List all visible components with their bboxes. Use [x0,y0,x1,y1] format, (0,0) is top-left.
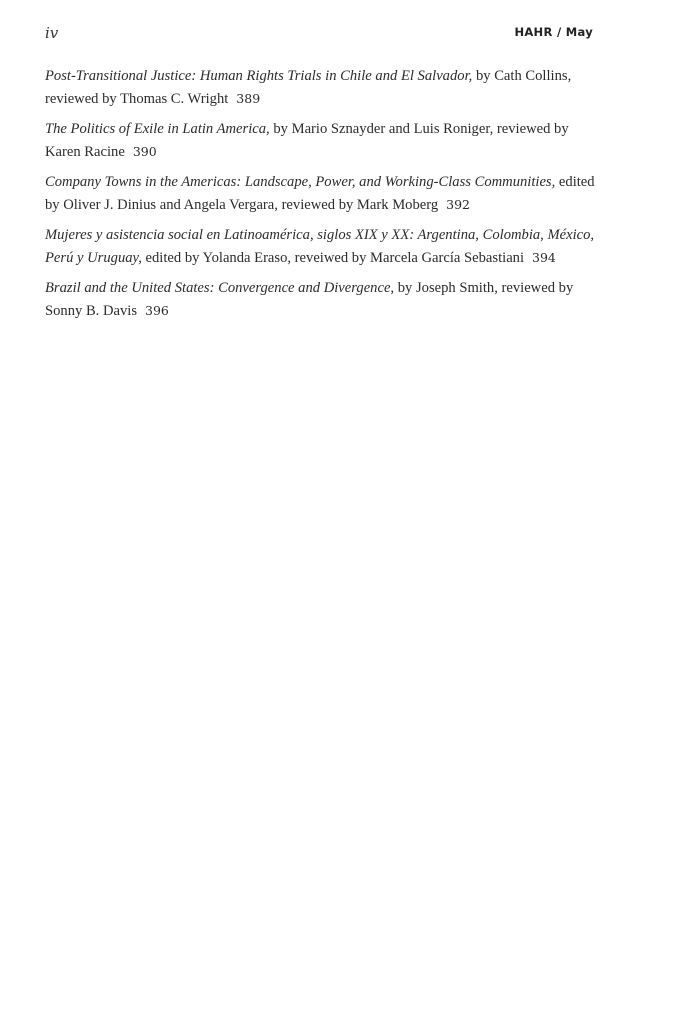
book-title: Company Towns in the Americas: Landscape, Power, and Working-Class Communities, [45,174,556,190]
review-credit: by Cath Collins, reviewed by Thomas C. Wright [45,68,572,107]
review-list [45,66,595,331]
page-number: 389 [236,90,261,106]
running-head: HAHR / May [514,25,593,39]
review-entry [45,119,595,163]
page-number: 394 [532,249,556,265]
review-credit: by Mario Sznayder and Luis Roniger, reviewed by Karen Racine [45,121,569,160]
page-header [45,24,593,44]
book-title: Post-Transitional Justice: Human Rights Trials in Chile and El Salvador, [45,68,473,84]
review-entry [45,278,595,322]
review-entry [45,172,595,216]
page-number: 390 [132,143,157,159]
review-credit: edited by Oliver J. Dinius and Angela Vergara, reviewed by Mark Moberg [45,174,595,213]
review-entry [45,66,595,110]
review-credit: edited by Yolanda Eraso, reveiwed by Marcela García Sebastiani [141,249,525,266]
page-folio: iv [45,24,59,42]
book-title: The Politics of Exile in Latin America, [45,121,270,137]
review-entry [45,225,595,269]
book-title: Brazil and the United States: Convergence and Divergence, [45,280,395,296]
page-number: 396 [145,302,169,318]
page-number: 392 [446,196,470,212]
book-title: Mujeres y asistencia social en Latinoamérica, siglos XIX y XX: Argentina, Colombia, México, Perú y Uruguay, [45,227,595,266]
review-credit: by Joseph Smith, reviewed by Sonny B. Davis [45,280,574,319]
